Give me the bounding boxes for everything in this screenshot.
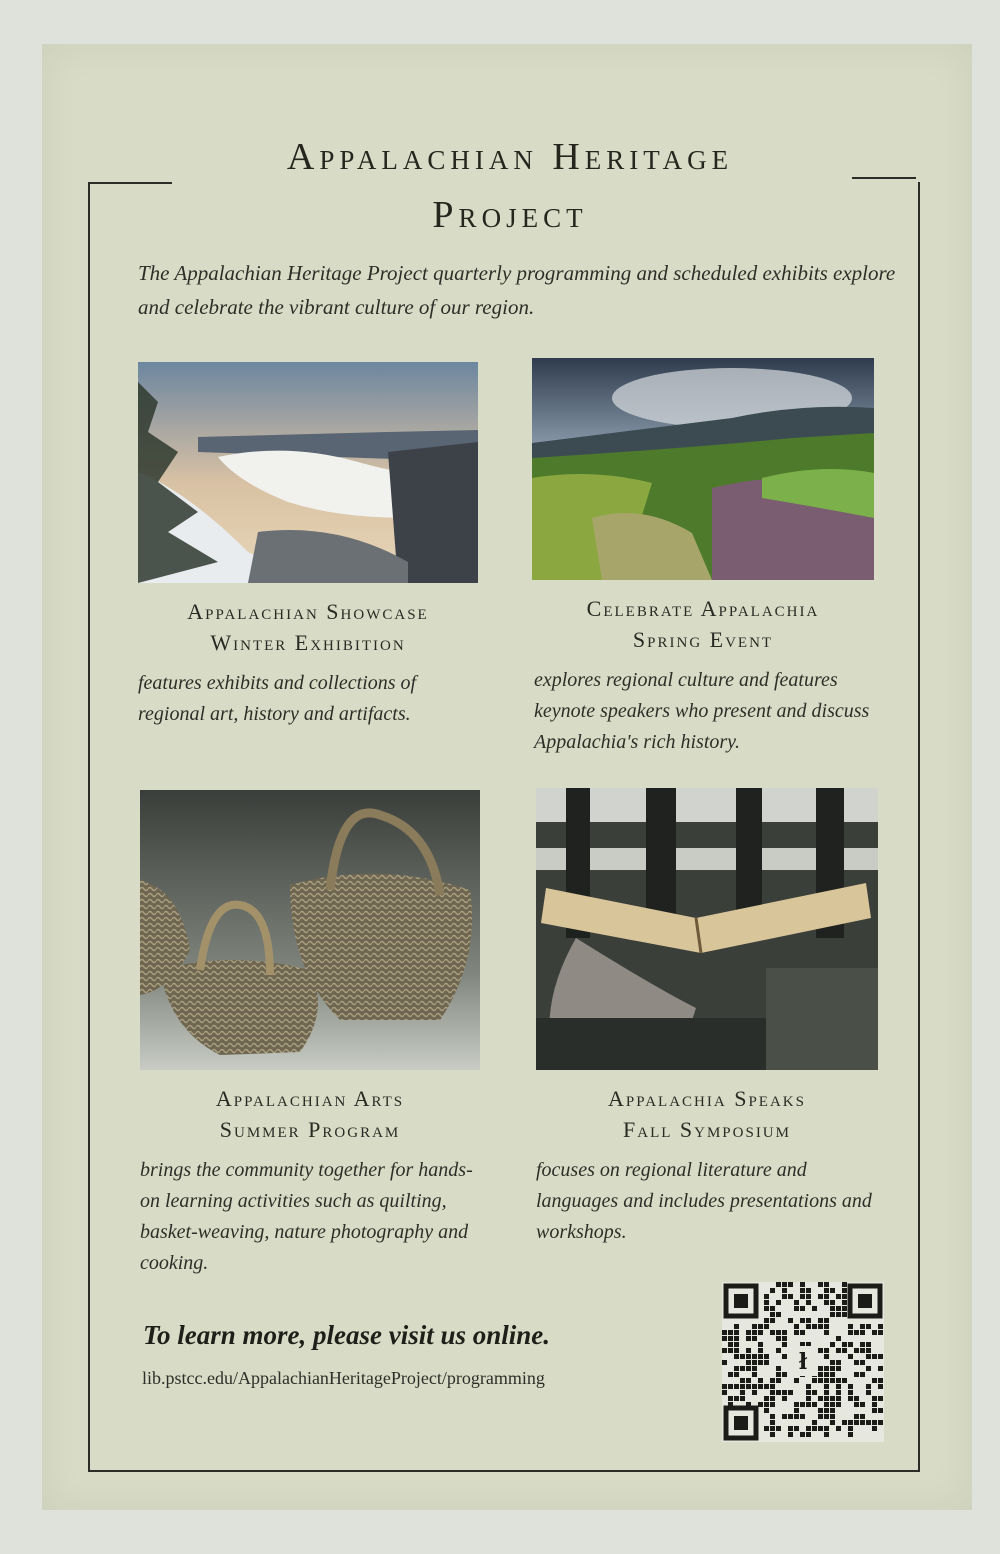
card-1-description: features exhibits and collections of regional art, history and artifacts. [138,672,417,725]
website-link[interactable]: lib.pstcc.edu/AppalachianHeritageProject/programming [142,1368,545,1388]
winter-landscape-image [138,362,478,583]
page-title [150,128,870,244]
card-3-title [140,1083,480,1145]
card-2-title-line-1: Celebrate Appalachia [586,596,820,621]
card-2-title [532,593,874,655]
qr-code-graphic [722,1282,884,1442]
card-2-description: explores regional culture and features keynote speakers who present and discuss Appalachia's rich history. [534,669,870,753]
qr-code[interactable] [722,1282,884,1442]
card-4-title [536,1083,878,1145]
card-1-title-line-1: Appalachian Showcase [187,599,429,624]
card-3-title-line-2: Summer Program [219,1117,401,1142]
intro-paragraph: The Appalachian Heritage Project quarterly programming and scheduled exhibits explore and celebrate the vibrant culture of our region. [138,261,896,319]
svg-text:ł: ł [798,1349,808,1375]
card-4-title-line-2: Fall Symposium [623,1117,791,1142]
title-line-2: Project [432,194,588,236]
reading-book-image [536,788,878,1070]
card-1-title [138,596,478,658]
card-1-title-line-2: Winter Exhibition [210,630,406,655]
learn-more-heading: To learn more, please visit us online. [143,1320,551,1350]
title-line-1: Appalachian Heritage [286,136,734,178]
card-2-title-line-2: Spring Event [632,627,774,652]
card-4-title-line-1: Appalachia Speaks [608,1086,806,1111]
baskets-image [140,790,480,1070]
card-3-description: brings the community together for hands-on learning activities such as quilting, basket-weaving, nature photography and cooking. [140,1159,473,1274]
card-3-title-line-1: Appalachian Arts [215,1086,405,1111]
mountain-meadow-image [532,358,874,580]
card-4-description: focuses on regional literature and languages and includes presentations and workshops. [536,1159,872,1243]
